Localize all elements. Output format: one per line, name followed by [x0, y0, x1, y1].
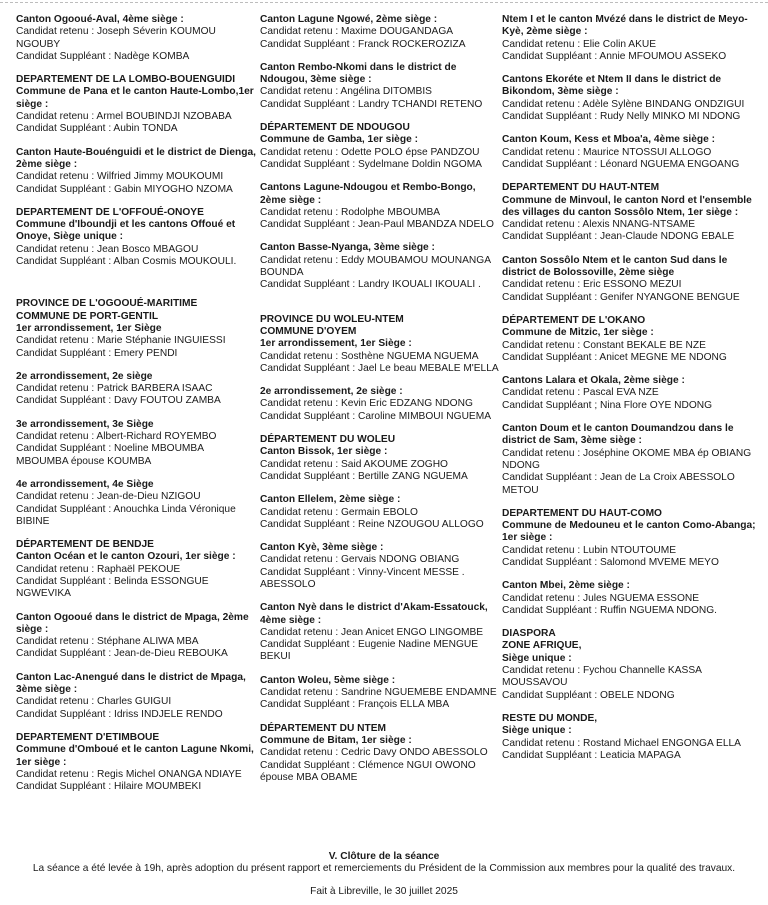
entry-heading: Canton Woleu, 5ème siège : [260, 674, 396, 686]
entry-line: Candidat retenu : Marie Stéphanie INGUIESSI [16, 335, 226, 347]
election-entry [16, 298, 256, 359]
entry-line: Candidat retenu : Fychou Channelle KASSA MOUSSAVOU [502, 665, 702, 689]
entry-heading: Canton Koum, Kess et Mboa'a, 4ème siège : [502, 134, 716, 146]
entry-line: Candidat Suppléant : Sydelmane Doldin NGOMA [260, 158, 482, 170]
entry-heading: DEPARTEMENT D'ETIMBOUE [16, 731, 160, 743]
election-entry [260, 434, 500, 483]
entry-line: Candidat Suppléant : Gabin MIYOGHO NZOMA [16, 183, 233, 195]
entry-line: Candidat Suppléant : Leaticia MAPAGA [502, 749, 681, 761]
entry-line: Candidat Suppléant : Ruffin NGUEMA NDONG. [502, 604, 717, 616]
election-entry [260, 542, 500, 591]
entry-line: Candidat Suppléant ; Nina Flore OYE NDONG [502, 399, 713, 411]
entry-line: Candidat Suppléant : Jean de La Croix ABESSOLO METOU [502, 472, 735, 496]
entry-line: Candidat retenu : Gervais NDONG OBIANG [260, 554, 460, 566]
entry-heading: Canton Doum et le canton Doumandzou dans le district de Sam, 3ème siège : [502, 423, 734, 447]
election-entry [502, 580, 760, 617]
entry-line: Candidat Suppléant : Idriss INDJELE RENDO [16, 708, 223, 720]
entry-line: Candidat retenu : Adèle Sylène BINDANG ONDZIGUI [502, 98, 745, 110]
election-entry [502, 713, 760, 762]
entry-line: Candidat Suppléant : Jael Le beau MEBALE M'ELLA [260, 362, 499, 374]
election-entry [260, 386, 500, 423]
entry-line: Candidat retenu : Armel BOUBINDJI NZOBABA [16, 111, 232, 123]
entry-line: Candidat retenu : Regis Michel ONANGA NDIAYE [16, 768, 242, 780]
entry-heading: DEPARTEMENT DE LA LOMBO-BOUENGUIDI [16, 74, 236, 86]
entry-line: Candidat retenu : Rostand Michael ENGONGA ELLA [502, 737, 741, 749]
election-entry [260, 494, 500, 531]
election-entry [502, 134, 760, 171]
entry-line: Candidat retenu : Germain EBOLO [260, 506, 418, 518]
entry-line: Candidat retenu : Odette POLO épse PANDZOU [260, 146, 480, 158]
entry-line: Candidat retenu : Alexis NNANG-NTSAME [502, 219, 696, 231]
entry-heading: Canton Nyè dans le district d'Akam-Essatouck, 4ème siège : [260, 602, 488, 626]
entry-heading: Canton Rembo-Nkomi dans le district de Ndougou, 3ème siège : [260, 61, 457, 86]
election-entry [260, 122, 500, 171]
entry-line: Candidat Suppléant : Anouchka Linda Véronique BIBINE [16, 503, 236, 527]
entry-line: Candidat Suppléant : Bertille ZANG NGUEMA [260, 470, 468, 482]
entry-line: Candidat Suppléant : Jean-Paul MBANDZA NDELO [260, 219, 494, 231]
entry-line: Candidat Suppléant : OBELE NDONG [502, 689, 675, 701]
election-entry [502, 628, 760, 702]
election-entry [260, 242, 500, 291]
entry-line: Candidat retenu : Angélina DITOMBIS [260, 86, 432, 98]
election-entry [260, 314, 500, 375]
entry-heading: Canton Bissok, 1er siège : [260, 446, 388, 458]
entry-heading: DÉPARTEMENT DE BENDJE [16, 539, 154, 551]
entry-line: Candidat Suppléant : Landry TCHANDI RETENO [260, 98, 483, 110]
entry-heading: 3e arrondissement, 3e Siège [16, 418, 154, 430]
entry-heading: DÉPARTEMENT DE NDOUGOU [260, 122, 410, 134]
entry-line: Candidat retenu : Cedric Davy ONDO ABESSOLO [260, 747, 488, 759]
entry-line: Candidat Suppléant : Noeline MBOUMBA MBOUMBA épouse KOUMBA [16, 443, 204, 467]
column-3 [502, 14, 760, 773]
entry-heading: DÉPARTEMENT DU WOLEU [260, 434, 396, 446]
election-entry [260, 182, 500, 231]
election-entry [502, 375, 760, 412]
closing-section-title: V. Clôture de la séance [328, 851, 440, 862]
entry-line: Candidat Suppléant : François ELLA MBA [260, 699, 450, 711]
entry-line: Candidat retenu : Patrick BARBERA ISAAC [16, 383, 213, 395]
entry-line: Candidat retenu : Eddy MOUBAMOU MOUNANGA BOUNDA [260, 254, 491, 279]
entry-heading: Canton Haute-Bouénguidi et le district de Dienga, 2ème siège : [16, 146, 256, 170]
election-entry [16, 479, 256, 528]
entry-line: Candidat retenu : Elie Colin AKUE [502, 38, 657, 50]
entry-line: Candidat Suppléant : Belinda ESSONGUE NGWEVIKA [16, 575, 209, 600]
election-entry [260, 602, 500, 663]
entry-heading: DÉPARTEMENT DE L'OKANO [502, 314, 646, 326]
entry-heading: COMMUNE D'OYEM [260, 325, 357, 337]
entry-heading: Commune de Mitzic, 1er siège : [502, 327, 654, 339]
election-entry [16, 419, 256, 468]
entry-heading: Canton Basse-Nyanga, 3ème siège : [260, 242, 435, 254]
entry-heading: Commune de Bitam, 1er siège : [260, 734, 412, 746]
election-entry [502, 423, 760, 497]
entry-heading: Canton Lac-Anengué dans le district de Mpaga, 3ème siège : [16, 671, 246, 696]
entry-line: Candidat Suppléant : Rudy Nelly MINKO MI NDONG [502, 111, 741, 123]
election-entry [16, 732, 256, 793]
entry-line: Candidat retenu : Jean-de-Dieu NZIGOU [16, 491, 201, 503]
entry-line: Candidat Suppléant : Caroline MIMBOUI NGUEMA [260, 410, 492, 422]
election-entry [16, 147, 256, 196]
entry-line: Candidat retenu : Joseph Séverin KOUMOU NGOUBY [16, 26, 216, 50]
entry-line: Candidat retenu : Maurice NTOSSUI ALLOGO [502, 146, 712, 158]
entry-heading: Cantons Lagune-Ndougou et Rembo-Bongo, 2ème siège : [260, 182, 476, 206]
entry-heading: Commune de Medouneu et le canton Como-Abanga; 1er siège : [502, 520, 756, 544]
election-entry [16, 207, 256, 268]
entry-heading: Commune de Gamba, 1er siège : [260, 134, 418, 146]
election-entry [502, 255, 760, 304]
entry-line: Candidat retenu : Sosthène NGUEMA NGUEMA [260, 350, 479, 362]
entry-heading: RESTE DU MONDE, [502, 712, 598, 724]
entry-line: Candidat retenu : Raphaël PEKOUE [16, 563, 181, 575]
entry-heading: Canton Ellelem, 2ème siège : [260, 494, 401, 506]
election-entry [260, 62, 500, 111]
election-entry [16, 539, 256, 600]
entry-line: Candidat Suppléant : Hilaire MOUMBEKI [16, 781, 202, 793]
entry-line: Candidat Suppléant : Franck ROCKEROZIZA [260, 38, 466, 50]
election-entry [260, 14, 500, 51]
entry-heading: Commune de Minvoul, le canton Nord et l'ensemble des villages du canton Sossôlo Ntem, 1er siège : [502, 194, 752, 218]
entry-heading: Canton Lagune Ngowé, 2ème siège : [260, 14, 438, 25]
entry-heading: 2e arrondissement, 2e siège [16, 370, 153, 382]
entry-heading: Commune d'Omboué et le canton Lagune Nkomi, 1er siège : [16, 744, 254, 768]
entry-heading: 1er arrondissement, 1er Siège : [260, 338, 412, 350]
entry-line: Candidat retenu : Jean Anicet ENGO LINGOMBE [260, 626, 484, 638]
entry-heading: Canton Ogooué dans le district de Mpaga, 2ème siège : [16, 611, 249, 635]
entry-heading: Commune d'Iboundji et les cantons Offoué et Onoye, Siège unique : [16, 219, 236, 243]
entry-line: Candidat Suppléant : Jean-Claude NDONG EBALE [502, 231, 735, 243]
election-entry [502, 315, 760, 364]
election-entry [502, 508, 760, 569]
entry-heading: PROVINCE DU WOLEU-NTEM [260, 313, 404, 325]
entry-line: Candidat Suppléant : Eugenie Nadine MENGUE BEKUI [260, 639, 479, 663]
entry-line: Candidat Suppléant : Clémence NGUI OWONO épouse MBA OBAME [260, 759, 476, 783]
entry-line: Candidat retenu : Sandrine NGUEMEBE ENDAMNE [260, 687, 497, 699]
entry-heading: ZONE AFRIQUE, [502, 640, 582, 652]
election-entry [502, 14, 760, 63]
entry-heading: Canton Ogooué-Aval, 4ème siège : [16, 14, 184, 25]
column-2 [260, 14, 500, 795]
entry-heading: Canton Mbei, 2ème siège : [502, 580, 630, 592]
entry-heading: Cantons Ekoréte et Ntem II dans le district de Bikondom, 3ème siège : [502, 74, 722, 98]
entry-line: Candidat retenu : Said AKOUME ZOGHO [260, 458, 448, 470]
entry-line: Candidat retenu : Pascal EVA NZE [502, 387, 659, 399]
entry-line: Candidat Suppléant : Jean-de-Dieu REBOUKA [16, 648, 228, 660]
election-entry [502, 74, 760, 123]
entry-line: Candidat Suppléant : Alban Cosmis MOUKOULI. [16, 256, 237, 268]
entry-line: Candidat retenu : Eric ESSONO MEZUI [502, 279, 682, 291]
entry-line: Candidat Suppléant : Aubin TONDA [16, 123, 178, 135]
entry-heading: Ntem I et le canton Mvézé dans le district de Meyo-Kyè, 2ème siège : [502, 14, 748, 38]
entry-line: Candidat retenu : Rodolphe MBOUMBA [260, 206, 441, 218]
entry-line: Candidat Suppléant : Davy FOUTOU ZAMBA [16, 395, 221, 407]
entry-heading: 1er arrondissement, 1er Siège [16, 322, 162, 334]
entry-line: Candidat Suppléant : Nadège KOMBA [16, 50, 190, 62]
top-divider [0, 2, 768, 3]
entry-heading: Canton Kyè, 3ème siège : [260, 542, 384, 554]
election-entry [16, 371, 256, 408]
entry-heading: Canton Océan et le canton Ozouri, 1er siège : [16, 551, 236, 563]
entry-line: Candidat retenu : Wilfried Jimmy MOUKOUMI [16, 171, 224, 183]
entry-heading: Siège unique : [502, 725, 572, 737]
entry-line: Candidat retenu : Albert-Richard ROYEMBO [16, 431, 217, 443]
entry-line: Candidat Suppléant : Genifer NYANGONE BENGUE [502, 291, 740, 303]
entry-heading: Canton Sossôlo Ntem et le canton Sud dans le district de Bolossoville, 2ème siège [502, 254, 728, 279]
entry-line: Candidat retenu : Jules NGUEMA ESSONE [502, 592, 700, 604]
election-entry [502, 182, 760, 243]
entry-line: Candidat retenu : Constant BEKALE BE NZE [502, 339, 706, 351]
entry-heading: PROVINCE DE L'OGOOUÉ-MARITIME [16, 298, 198, 310]
entry-line: Candidat Suppléant : Anicet MEGNE ME NDONG [502, 351, 727, 363]
entry-heading: 2e arrondissement, 2e siège : [260, 386, 403, 398]
entry-line: Candidat Suppléant : Reine NZOUGOU ALLOGO [260, 518, 484, 530]
entry-line: Candidat retenu : Jean Bosco MBAGOU [16, 243, 199, 255]
entry-heading: DEPARTEMENT DU HAUT-COMO [502, 507, 662, 519]
entry-heading: DEPARTEMENT DU HAUT-NTEM [502, 182, 660, 194]
signature-line: Fait à Libreville, le 30 juillet 2025 [310, 886, 458, 897]
column-1 [16, 14, 256, 804]
entry-heading: DEPARTEMENT DE L'OFFOUÉ-ONOYE [16, 206, 204, 218]
entry-heading: DÉPARTEMENT DU NTEM [260, 722, 387, 734]
entry-line: Candidat retenu : Maxime DOUGANDAGA [260, 26, 454, 38]
election-entry [16, 14, 256, 63]
election-entry [16, 612, 256, 661]
election-entry [16, 672, 256, 721]
election-entry [16, 74, 256, 135]
entry-line: Candidat Suppléant : Vinny-Vincent MESSE . ABESSOLO [260, 566, 465, 590]
entry-line: Candidat Suppléant : Annie MFOUMOU ASSEKO [502, 50, 727, 62]
election-entry [260, 723, 500, 784]
entry-line: Candidat Suppléant : Léonard NGUEMA ENGOANG [502, 158, 740, 170]
entry-heading: Commune de Pana et le canton Haute-Lombo,1er siège : [16, 86, 254, 110]
entry-line: Candidat retenu : Lubin NTOUTOUME [502, 544, 677, 556]
entry-heading: DIASPORA [502, 628, 556, 640]
entry-line: Candidat retenu : Stéphane ALIWA MBA [16, 636, 199, 648]
election-entry [260, 675, 500, 712]
entry-heading: 4e arrondissement, 4e Siège [16, 478, 154, 490]
entry-line: Candidat retenu : Charles GUIGUI [16, 696, 172, 708]
closing-section-text: La séance a été levée à 19h, après adoption du présent rapport et remerciements du Président de la Commission aux membres pour la qualité des travaux. [32, 863, 736, 874]
entry-line: Candidat Suppléant : Emery PENDI [16, 347, 178, 359]
entry-line: Candidat retenu : Joséphine OKOME MBA ép OBIANG NDONG [502, 447, 752, 471]
entry-line: Candidat retenu : Kevin Eric EDZANG NDONG [260, 398, 473, 410]
entry-heading: COMMUNE DE PORT-GENTIL [16, 310, 159, 322]
entry-line: Candidat Suppléant : Salomond MVEME MEYO [502, 556, 719, 568]
entry-line: Candidat Suppléant : Landry IKOUALI IKOUALI . [260, 279, 481, 291]
entry-heading: Siège unique : [502, 652, 572, 664]
entry-heading: Cantons Lalara et Okala, 2ème siège : [502, 375, 685, 387]
